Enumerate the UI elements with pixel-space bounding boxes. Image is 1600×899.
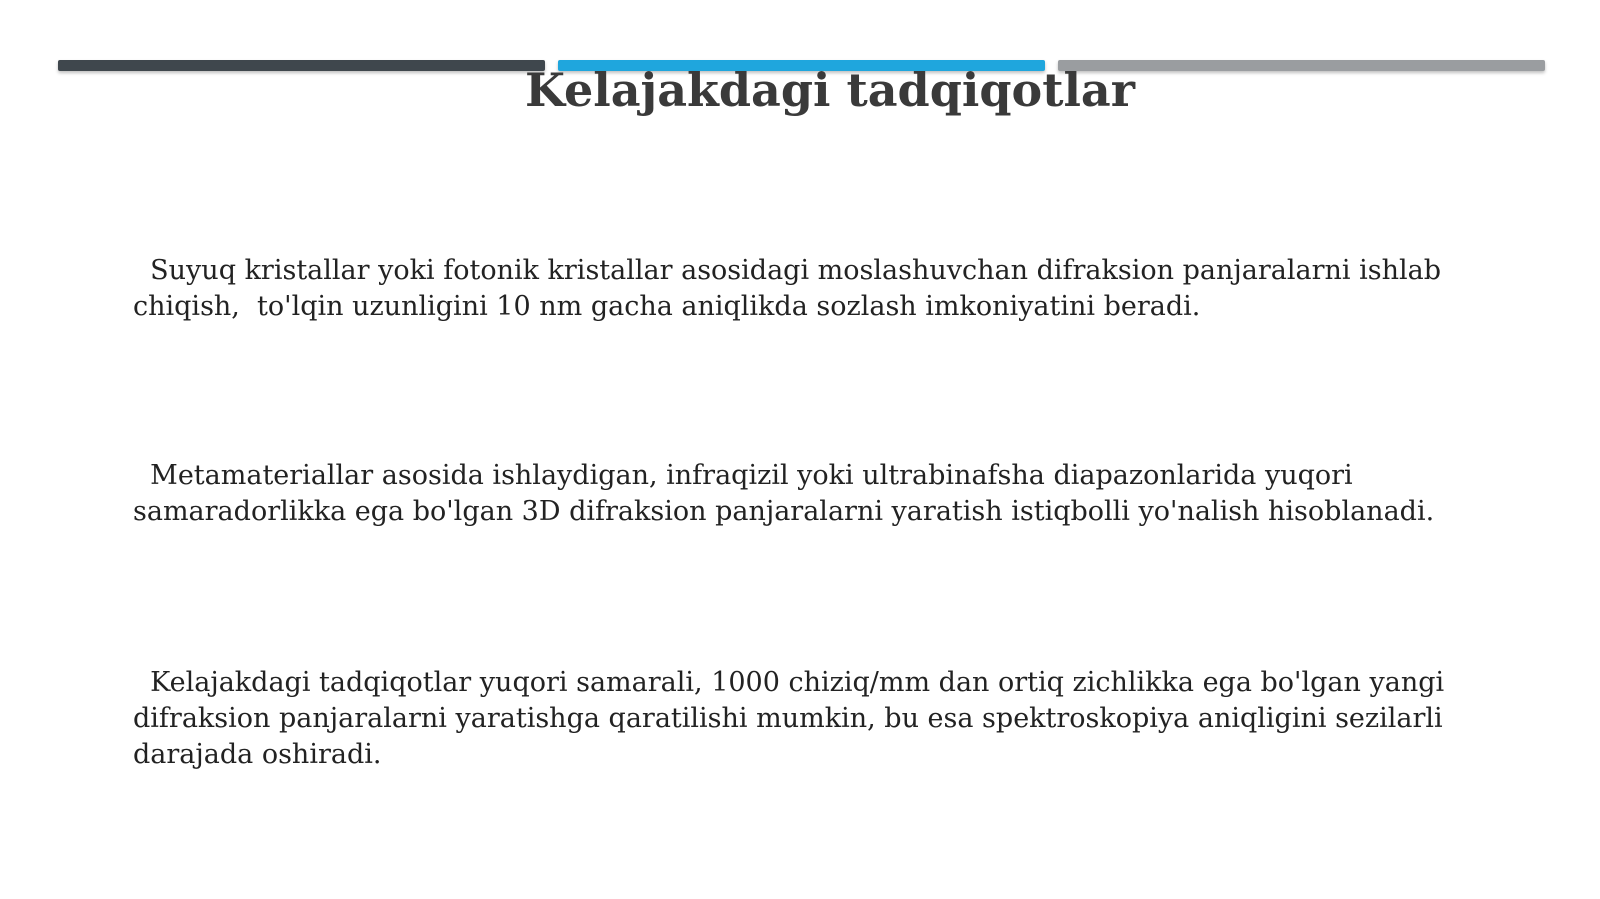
paragraph-1: Suyuq kristallar yoki fotonik kristallar asosidagi moslashuvchan difraksion panjaralarni ishlab chiqish, to'lqin uzunligini 10 nm gacha aniqlikda sozlash imkoniyatini beradi. — [133, 255, 1450, 322]
paragraph-3: Kelajakdagi tadqiqotlar yuqori samarali, 1000 chiziq/mm dan ortiq zichlikka ega bo'lgan yangi difraksion panjaralarni yaratishga qaratilishi mumkin, bu esa spektroskopiya aniqligini sezilarli darajada oshiradi. — [133, 667, 1453, 770]
slide-title: Kelajakdagi tadqiqotlar — [525, 63, 1135, 117]
paragraph-2: Metamateriallar asosida ishlaydigan, infraqizil yoki ultrabinafsha diapazonlarida yuqori samaradorlikka ega bo'lgan 3D difraksion panjaralarni yaratish istiqbolli yo'nalish hisoblanadi. — [133, 460, 1435, 527]
